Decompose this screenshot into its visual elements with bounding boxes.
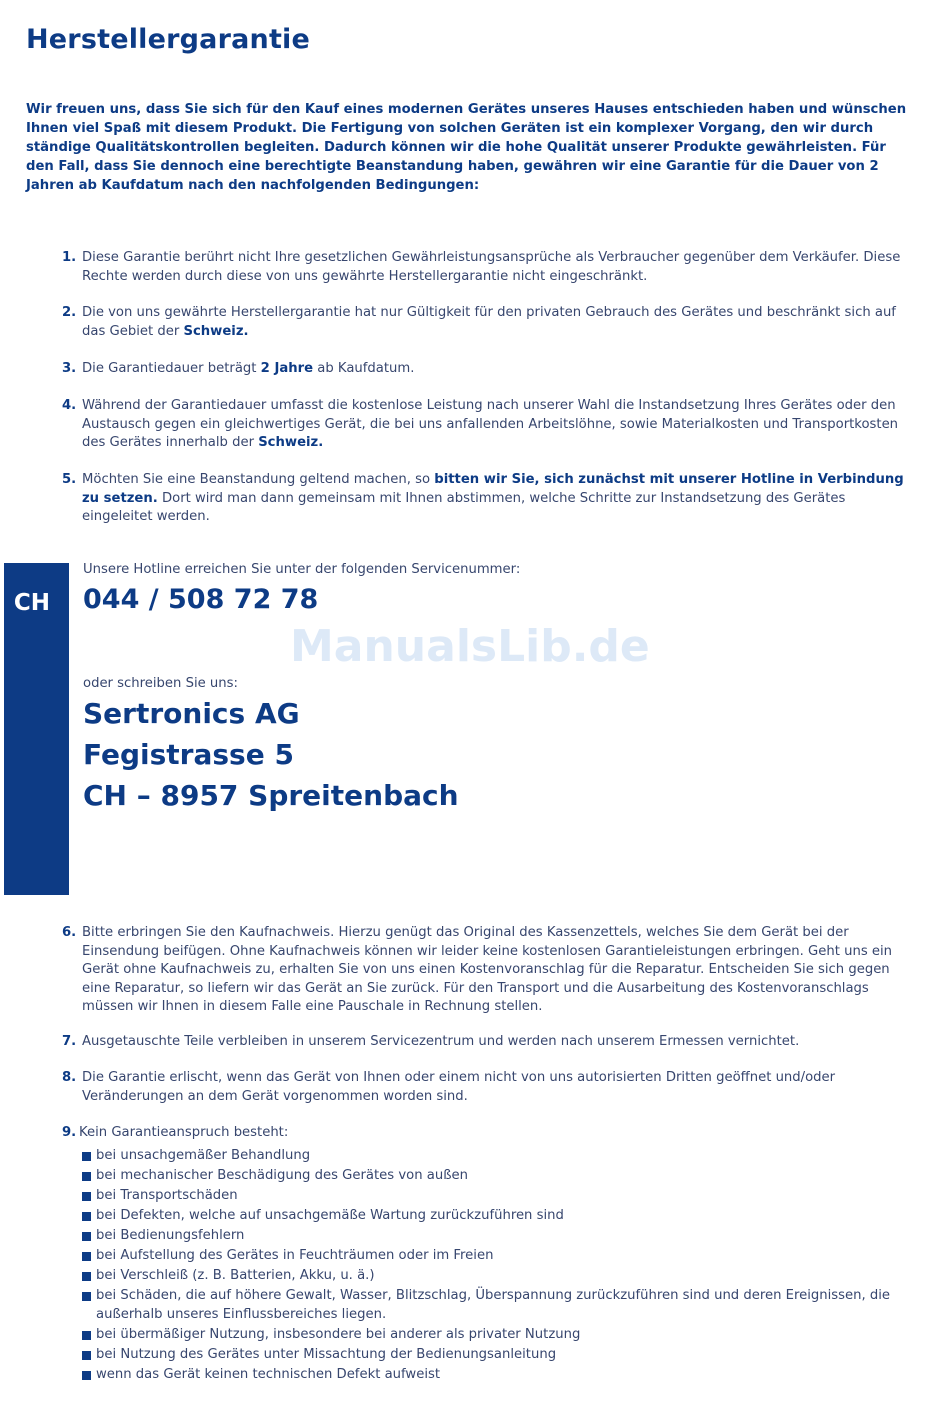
list-item: bei unsachgemäßer Behandlung — [82, 1147, 918, 1166]
intro-paragraph: Wir freuen uns, dass Sie sich für den Kauf eines modernen Gerätes unseres Hauses entschieden haben und wünschen Ihnen viel Spaß mit diesem Produkt. Die Fertigung von solchen Geräten ist ein komplexer Vorgang, den wir durch ständige Qualitätskontrollen begleiten. Dadurch können wir die hohe Qualität unserer Produkte gewährleisten. Für den Fall, dass Sie dennoch eine berechtigte Beanstandung haben, gewähren wir eine Garantie für die Dauer von 2 Jahren ab Kaufdatum nach den nachfolgenden Bedingungen: — [26, 102, 907, 193]
bullet-square-icon — [82, 1331, 91, 1340]
bullet-square-icon — [82, 1192, 91, 1201]
condition-item-1 — [62, 249, 918, 286]
list-item: bei mechanischer Beschädigung des Gerätes von außen — [82, 1167, 918, 1186]
condition-item-8 — [62, 1069, 918, 1106]
hotline-phone-number: 044 / 508 72 78 — [83, 584, 319, 615]
condition-item-6 — [62, 924, 918, 1017]
item-text: Die Garantiedauer beträgt 2 Jahre ab Kaufdatum. — [82, 361, 415, 376]
item-text: Diese Garantie berührt nicht Ihre gesetzlichen Gewährleistungsansprüche als Verbraucher gegenüber dem Verkäufer. Diese Rechte werden durch diese von uns gewährte Herstellergarantie nicht eingeschränkt. — [82, 250, 901, 284]
item-number: 8. — [62, 1070, 77, 1085]
address-city: CH – 8957 Spreitenbach — [83, 779, 459, 812]
item-number: 3. — [62, 361, 77, 376]
write-intro: oder schreiben Sie uns: — [83, 676, 238, 691]
condition-item-7 — [62, 1033, 918, 1052]
address-company: Sertronics AG — [83, 697, 300, 730]
highlight-country: Schweiz. — [258, 435, 324, 450]
item-number: 2. — [62, 305, 77, 320]
address-street: Fegistrasse 5 — [83, 738, 294, 771]
bullet-square-icon — [82, 1152, 91, 1161]
item-number: 7. — [62, 1034, 77, 1049]
list-item: bei Defekten, welche auf unsachgemäße Wartung zurückzuführen sind — [82, 1207, 918, 1226]
item-number: 1. — [62, 250, 77, 265]
list-item: bei Verschleiß (z. B. Batterien, Akku, u. ä.) — [82, 1267, 918, 1286]
item-text: Ausgetauschte Teile verbleiben in unserem Servicezentrum und werden nach unserem Ermessen vernichtet. — [82, 1034, 800, 1049]
condition-item-5 — [62, 471, 918, 527]
item-number: 9. — [62, 1125, 77, 1140]
list-item: bei Schäden, die auf höhere Gewalt, Wasser, Blitzschlag, Überspannung zurückzuführen sind und deren Ereignissen, die außerhalb unseres Einflussbereiches liegen. — [82, 1287, 918, 1324]
bullet-square-icon — [82, 1172, 91, 1181]
item-text: Während der Garantiedauer umfasst die kostenlose Leistung nach unserer Wahl die Instandsetzung Ihres Gerätes oder den Austausch gegen ein gleichwertiges Gerät, die bei uns anfallenden Arbeitslöhne, sowie Materialkosten und Transportkosten des Gerätes innerhalb der Schweiz. — [82, 398, 899, 450]
watermark: ManualsLib.de — [290, 621, 650, 672]
page-title: Herstellergarantie — [26, 24, 311, 55]
country-sidebar — [4, 563, 69, 895]
condition-item-3 — [62, 360, 918, 379]
list-item: wenn das Gerät keinen technischen Defekt aufweist — [82, 1366, 918, 1385]
item-number: 4. — [62, 398, 77, 413]
list-item: bei übermäßiger Nutzung, insbesondere bei anderer als privater Nutzung — [82, 1326, 918, 1345]
list-item: bei Transportschäden — [82, 1187, 918, 1206]
exclusion-list — [82, 1147, 918, 1385]
list-item: bei Nutzung des Gerätes unter Missachtung der Bedienungsanleitung — [82, 1346, 918, 1365]
condition-item-2 — [62, 304, 918, 341]
list-item: bei Aufstellung des Gerätes in Feuchträumen oder im Freien — [82, 1247, 918, 1266]
bullet-square-icon — [82, 1351, 91, 1360]
condition-item-4 — [62, 397, 918, 453]
highlight-country: Schweiz. — [183, 323, 249, 339]
item-number: 5. — [62, 472, 77, 487]
highlight-hotline: bitten wir Sie, sich zunächst mit unserer Hotline in Verbindung zu setzen. — [82, 472, 904, 506]
condition-item-9 — [62, 1124, 918, 1386]
highlight-duration: 2 Jahre — [260, 361, 314, 376]
bullet-square-icon — [82, 1272, 91, 1281]
item-text: Die Garantie erlischt, wenn das Gerät von Ihnen oder einem nicht von uns autorisierten Dritten geöffnet und/oder Veränderungen an dem Gerät vorgenommen worden sind. — [82, 1070, 836, 1104]
list-item: bei Bedienungsfehlern — [82, 1227, 918, 1246]
bullet-square-icon — [82, 1232, 91, 1241]
country-code: CH — [13, 590, 51, 616]
item-text: Bitte erbringen Sie den Kaufnachweis. Hierzu genügt das Original des Kassenzettels, welches Sie dem Gerät bei der Einsendung beifügen. Ohne Kaufnachweis können wir leider keine kostenlosen Garantieleistungen erbringen. Geht uns ein Gerät ohne Kaufnachweis zu, erhalten Sie von uns einen Kostenvoranschlag für die Reparatur. Entscheiden Sie sich gegen eine Reparatur, so liefern wir das Gerät an Sie zurück. Für den Transport und die Ausarbeitung des Kostenvoranschlags müssen wir Ihnen in diesem Falle eine Pauschale in Rechnung stellen. — [82, 925, 893, 1014]
bullet-square-icon — [82, 1292, 91, 1301]
hotline-intro: Unsere Hotline erreichen Sie unter der folgenden Servicenummer: — [83, 562, 521, 577]
item-text: Die von uns gewährte Herstellergarantie hat nur Gültigkeit für den privaten Gebrauch des Gerätes und beschränkt sich auf das Gebiet der Schweiz. — [82, 305, 896, 339]
item-text: Möchten Sie eine Beanstandung geltend machen, so bitten wir Sie, sich zunächst mit unserer Hotline in Verbindung zu setzen. Dort wird man dann gemeinsam mit Ihnen abstimmen, welche Schritte zur Instandsetzung des Gerätes eingeleitet werden. — [82, 472, 904, 524]
bullet-square-icon — [82, 1212, 91, 1221]
bullet-square-icon — [82, 1371, 91, 1380]
item-number: 6. — [62, 925, 77, 940]
bullet-square-icon — [82, 1252, 91, 1261]
item-text: Kein Garantieanspruch besteht: — [79, 1125, 289, 1140]
